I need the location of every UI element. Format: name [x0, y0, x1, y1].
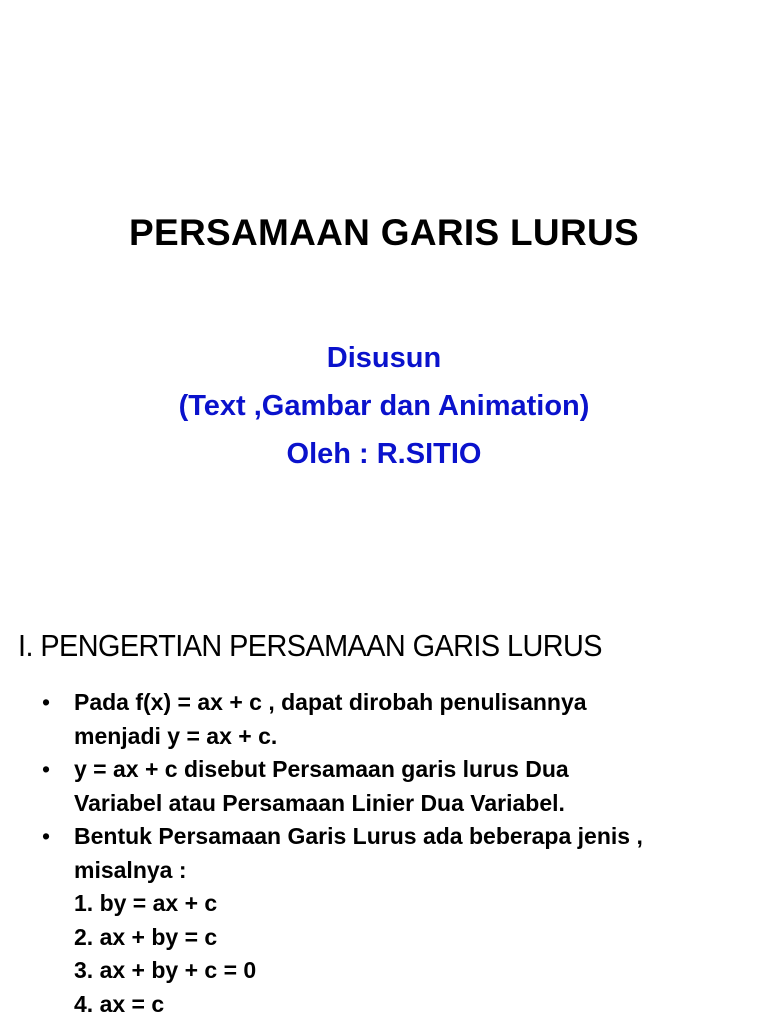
- equation-form-1: 1. by = ax + c: [74, 890, 218, 916]
- bullet-line: Variabel atau Persamaan Linier Dua Variabel.: [74, 789, 565, 816]
- section-heading: I. PENGERTIAN PERSAMAAN GARIS LURUS: [18, 628, 602, 663]
- bullet-item-1: [38, 686, 738, 753]
- equation-form-2: 2. ax + by = c: [74, 923, 218, 950]
- bullet-line: misalnya :: [74, 856, 187, 883]
- subtitle-block: [0, 334, 768, 478]
- bullet-line: menjadi y = ax + c.: [74, 722, 278, 749]
- bullet-item-3: [38, 820, 738, 1021]
- equation-form-4: 4. ax = c: [74, 990, 165, 1017]
- bullet-marker: •: [42, 689, 51, 715]
- bullet-marker: •: [42, 823, 51, 849]
- subtitle-author: Oleh : R.SITIO: [286, 438, 482, 470]
- bullet-marker: •: [42, 756, 51, 782]
- equation-form-3: 3. ax + by + c = 0: [74, 957, 257, 983]
- bullet-line: Bentuk Persamaan Garis Lurus ada beberapa jenis ,: [74, 823, 643, 849]
- bullet-line: y = ax + c disebut Persamaan garis lurus Dua: [74, 756, 569, 782]
- bullet-line: Pada f(x) = ax + c , dapat dirobah penulisannya: [74, 689, 587, 715]
- subtitle-disusun: Disusun: [326, 342, 442, 374]
- bullet-item-2: [38, 753, 738, 820]
- slide-title: PERSAMAAN GARIS LURUS: [129, 212, 639, 253]
- subtitle-media: (Text ,Gambar dan Animation): [178, 390, 590, 422]
- bullet-list: [38, 686, 738, 1021]
